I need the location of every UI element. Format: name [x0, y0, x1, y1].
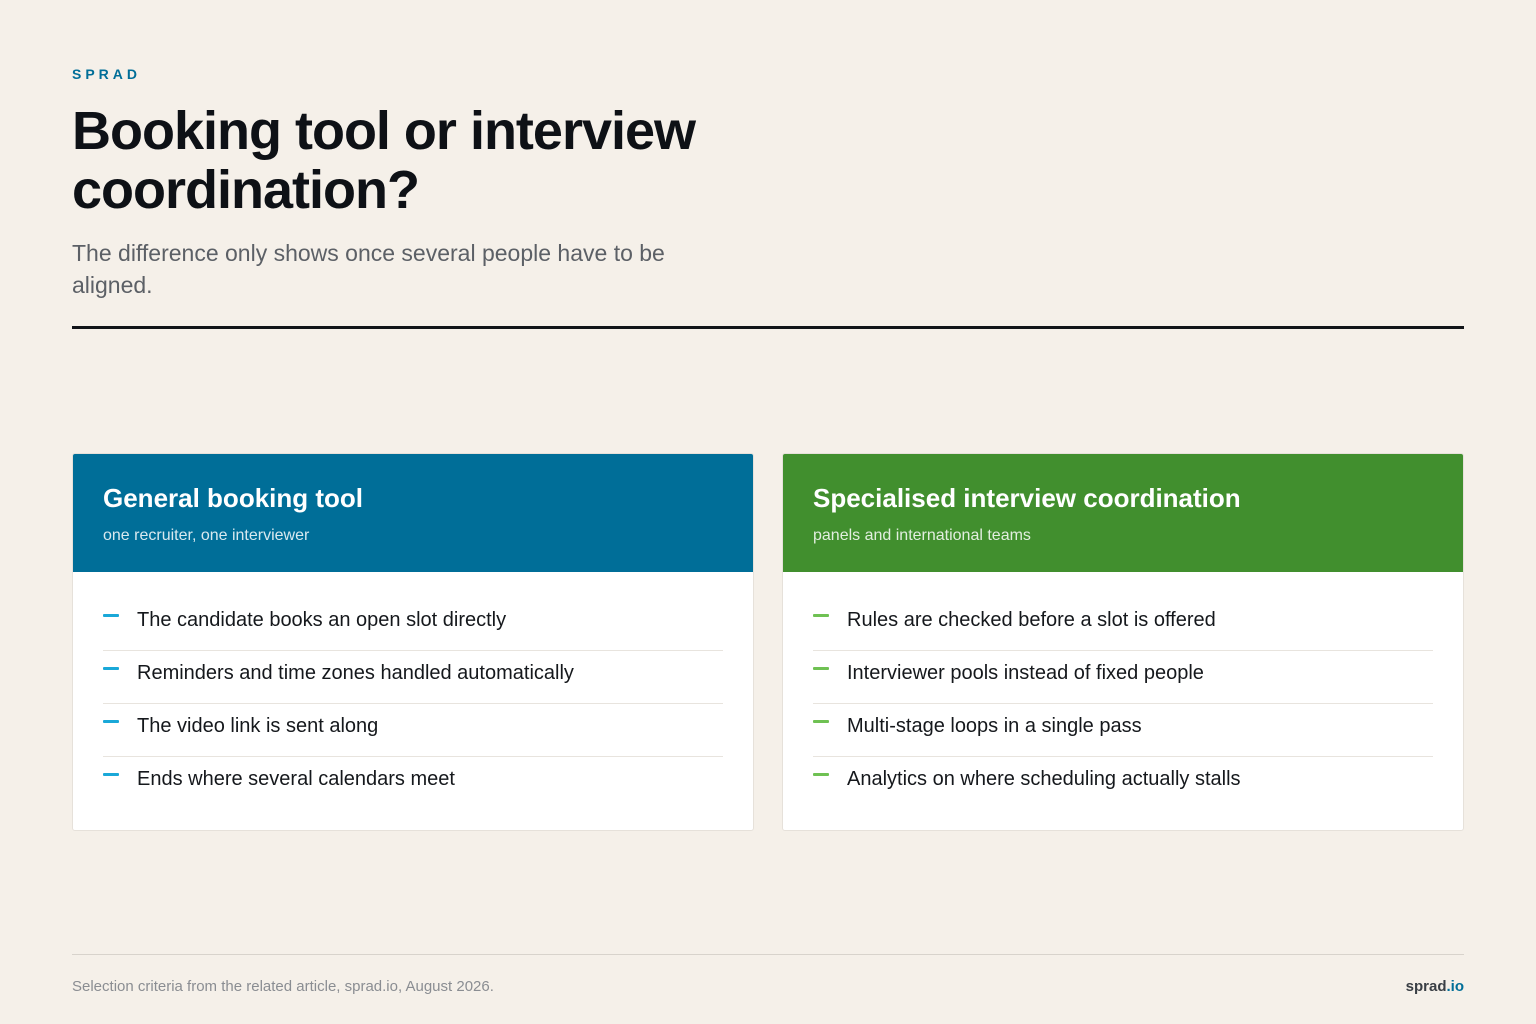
footer-brand-main: sprad [1405, 978, 1447, 995]
list-item [813, 598, 1433, 651]
footer-divider [72, 954, 1464, 955]
page-subtitle: The difference only shows once several people have to be aligned. [72, 240, 665, 298]
dash-icon [813, 720, 829, 723]
list-item-text: Rules are checked before a slot is offered [847, 609, 1216, 631]
list-item [813, 757, 1433, 810]
card-general-booking-tool [72, 453, 754, 831]
dash-icon [813, 667, 829, 670]
list-item [103, 651, 723, 704]
brand-label: SPRAD [72, 66, 142, 82]
list-item-text: The candidate books an open slot directly [137, 609, 507, 631]
list-item-text: Multi-stage loops in a single pass [847, 715, 1142, 737]
card-specialised-interview-coordination [782, 453, 1464, 831]
card-header [783, 454, 1463, 572]
list-item [103, 704, 723, 757]
dash-icon [103, 720, 119, 723]
list-item [103, 598, 723, 651]
header-divider [72, 326, 1464, 329]
card-subtitle: one recruiter, one interviewer [103, 527, 310, 544]
card-subtitle: panels and international teams [813, 527, 1031, 544]
list-item-text: Ends where several calendars meet [137, 768, 455, 790]
card-title: Specialised interview coordination [813, 483, 1241, 513]
footer-note: Selection criteria from the related article, sprad.io, August 2026. [72, 978, 494, 995]
list-item-text: The video link is sent along [137, 715, 379, 737]
page-title: Booking tool or interview coordination? [72, 101, 696, 220]
list-item-text: Reminders and time zones handled automatically [137, 662, 574, 684]
dash-icon [103, 614, 119, 617]
dash-icon [103, 667, 119, 670]
footer-brand[interactable] [1406, 978, 1464, 995]
feature-list [783, 572, 1463, 810]
feature-list [73, 572, 753, 810]
footer-brand-tld: .io [1446, 978, 1464, 995]
card-header [73, 454, 753, 572]
dash-icon [813, 773, 829, 776]
dash-icon [813, 614, 829, 617]
list-item [813, 651, 1433, 704]
card-title: General booking tool [103, 483, 364, 513]
list-item-text: Analytics on where scheduling actually stalls [847, 768, 1241, 790]
list-item [813, 704, 1433, 757]
list-item-text: Interviewer pools instead of fixed people [847, 662, 1204, 684]
list-item [103, 757, 723, 810]
dash-icon [103, 773, 119, 776]
